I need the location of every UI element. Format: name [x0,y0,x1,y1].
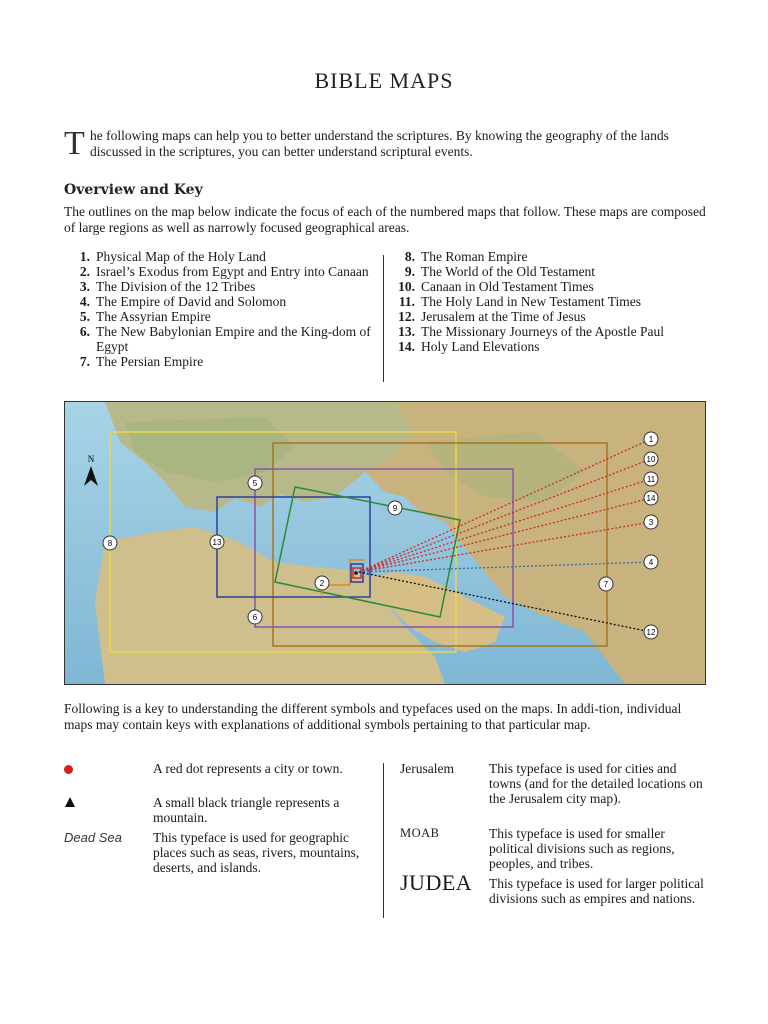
key-red-dot [64,765,73,774]
key-sample-moab: MOAB [400,826,440,840]
list-item: 11. The Holy Land in New Testament Times [398,294,642,309]
svg-text:3: 3 [648,518,654,527]
maps-list-left [64,249,372,369]
svg-text:5: 5 [252,479,258,488]
list-item: 3. The Division of the 12 Tribes [79,279,256,294]
list-item: 6. The New Babylonian Empire and the King-dom of Egypt [79,324,371,354]
marker-11 [644,472,658,486]
jerusalem-dot [354,571,358,575]
marker-4 [644,555,658,569]
svg-text:12: 12 [646,628,656,637]
marker-9 [388,501,402,515]
svg-text:7: 7 [603,580,609,589]
mountain-triangle-icon [65,797,75,807]
page-title: BIBLE MAPS [314,68,454,93]
key-sample-judea: JUDEA [400,870,473,895]
marker-2 [315,576,329,590]
marker-10 [644,452,658,466]
key-sample-dead-sea: Dead Sea [64,830,122,845]
key-desc-geographic: This typeface is used for geographic places such as seas, rivers, mountains, deserts, and islands. [153,830,360,875]
overview-map [64,401,706,685]
list-item: 10. Canaan in Old Testament Times [398,279,594,294]
svg-text:8: 8 [107,539,113,548]
marker-5 [248,476,262,490]
svg-text:1: 1 [648,435,654,444]
key-desc-mountain: A small black triangle represents a mountain. [153,795,340,825]
overview-heading: Overview and Key [64,182,203,198]
svg-text:10: 10 [646,455,656,464]
marker-8 [103,536,117,550]
key-intro: Following is a key to understanding the different symbols and typefaces used on the maps. In addi-tion, individual maps may contain keys with explanations of additional symbols pertaining to that particular map. [64,701,682,732]
list-divider [383,255,384,382]
marker-13 [210,535,224,549]
list-item: 1. Physical Map of the Holy Land [79,249,266,264]
key-triangle [65,797,75,807]
red-dot-icon [64,765,73,774]
list-item: 4. The Empire of David and Solomon [79,294,287,309]
list-item: 7. The Persian Empire [79,354,204,369]
list-item: 8. The Roman Empire [404,249,528,264]
marker-12 [644,625,658,639]
compass-label: N [87,454,95,464]
key-desc-cities: This typeface is used for cities and towns (and for the detailed locations on the Jerusalem city map). [489,761,703,806]
svg-text:13: 13 [212,538,222,547]
key-divider [383,763,384,918]
marker-1 [644,432,658,446]
svg-text:6: 6 [252,613,258,622]
intro-paragraph [64,125,706,162]
drop-cap: T [64,125,85,162]
svg-text:2: 2 [319,579,325,588]
svg-text:9: 9 [392,504,398,513]
svg-text:14: 14 [646,494,656,503]
list-item: 14. Holy Land Elevations [398,339,540,354]
key-sample-jerusalem: Jerusalem [400,761,454,776]
list-item: 13. The Missionary Journeys of the Apostle Paul [398,324,664,339]
overview-text: The outlines on the map below indicate the focus of each of the numbered maps that follow. These maps are composed of large regions as well as narrowly focused geographical areas. [64,204,706,235]
svg-text:11: 11 [646,475,656,484]
intro-text: he following maps can help you to better understand the scriptures. By knowing the geography of the lands discussed in the scriptures, you can better understand scriptural events. [90,128,669,159]
key-desc-city: A red dot represents a city or town. [153,761,343,776]
marker-6 [248,610,262,624]
overview-map-svg [65,402,705,684]
maps-list-right [395,249,705,354]
marker-14 [644,491,658,505]
svg-text:4: 4 [648,558,654,567]
list-item: 5. The Assyrian Empire [79,309,211,324]
key-desc-regions: This typeface is used for smaller political divisions such as regions, peoples, and tribes. [489,826,675,871]
key-desc-empires: This typeface is used for larger political divisions such as empires and nations. [489,876,704,906]
list-item: 2. Israel’s Exodus from Egypt and Entry into Canaan [79,264,369,279]
marker-3 [644,515,658,529]
marker-7 [599,577,613,591]
list-item: 12. Jerusalem at the Time of Jesus [398,309,586,324]
list-item: 9. The World of the Old Testament [404,264,596,279]
